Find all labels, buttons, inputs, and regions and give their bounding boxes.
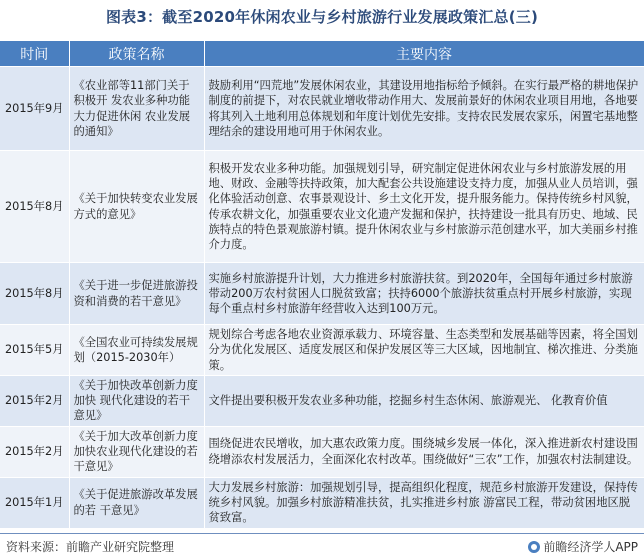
row-policy-name: 《关于加快转变农业发展方式的意见》 bbox=[69, 151, 204, 263]
table-row bbox=[0, 375, 644, 426]
table-row bbox=[0, 477, 644, 527]
row-content: 积极开发农业多种功能。加强规划引导，研究制定促进休闲农业与乡村旅游发展的用地、财政、金融等扶持政策，加大配套公共设施建设支持力度，加强从业人员培训，强化体验活动创意、农事景观设计、乡土文化开发，提升服务能力。保持传统乡村风貌，传承农耕文化，加强重要农业文化遗产发掘和保护，扶持建设一批具有历史、地域、民族特点的特色景观旅游村镇。提升休闲农业与乡村旅游示范创建水平，加大美丽乡村推介力度。 bbox=[204, 151, 644, 263]
policy-table bbox=[0, 41, 644, 528]
brand bbox=[528, 538, 638, 555]
row-date: 2015年9月 bbox=[0, 67, 69, 151]
row-policy-name: 《关于进一步促进旅游投资和消费的若干意见》 bbox=[69, 263, 204, 325]
row-content: 实施乡村旅游提升计划，大力推进乡村旅游扶贫。到2020年，全国每年通过乡村旅游带动200万农村贫困人口脱贫致富；扶持6000个旅游扶贫重点村开展乡村旅游，实现每个重点村乡村旅游年经营收入达到100万元。 bbox=[204, 263, 644, 325]
row-content: 围绕促进农民增收，加大惠农政策力度。围绕城乡发展一体化，深入推进新农村建设围绕增添农村发展活力，全面深化农村改革。围绕做好“三农”工作，加强农村法制建设。 bbox=[204, 426, 644, 477]
row-date: 2015年8月 bbox=[0, 151, 69, 263]
row-policy-name: 《全国农业可持续发展规划（2015-2030年） bbox=[69, 325, 204, 376]
source-note: 资料来源：前瞻产业研究院整理 bbox=[6, 540, 175, 554]
table-row bbox=[0, 151, 644, 263]
header-main-content: 主要内容 bbox=[204, 41, 644, 67]
row-date: 2015年1月 bbox=[0, 477, 69, 527]
row-content: 鼓励利用“四荒地”发展休闲农业，其建设用地指标给予倾斜。在实行最严格的耕地保护制度的前提下，对农民就业增收带动作用大、发展前景好的休闲农业项目用地，各地要将其列入土地利用总体规划和年度计划优先安排。支持农民发展农家乐，闲置宅基地整理结余的建设用地可用于休闲农业。 bbox=[204, 67, 644, 151]
footer bbox=[0, 533, 644, 556]
row-date: 2015年2月 bbox=[0, 426, 69, 477]
row-content: 规划综合考虑各地农业资源承载力、环境容量、生态类型和发展基础等因素，将全国划分为优化发展区、适度发展区和保护发展区等三大区域，因地制宜、梯次推进、分类施策。 bbox=[204, 325, 644, 376]
row-date: 2015年8月 bbox=[0, 263, 69, 325]
table-row bbox=[0, 426, 644, 477]
row-content: 大力发展乡村旅游：加强规划引导，提高组织化程度，规范乡村旅游开发建设，保持传统乡村风貌。加强乡村旅游精准扶贫，扎实推进乡村旅 游富民工程，带动贫困地区脱贫致富。 bbox=[204, 477, 644, 527]
row-policy-name: 《关于促进旅游改革发展的若 干意见》 bbox=[69, 477, 204, 527]
brand-logo-icon bbox=[528, 541, 540, 553]
row-date: 2015年5月 bbox=[0, 325, 69, 376]
row-date: 2015年2月 bbox=[0, 375, 69, 426]
table-row bbox=[0, 67, 644, 151]
brand-label: 前瞻经济学人APP bbox=[543, 540, 638, 554]
chart-title: 图表3：截至2020年休闲农业与乡村旅游行业发展政策汇总(三) bbox=[105, 8, 539, 26]
row-policy-name: 《关于加大改革创新力度加快农业现代化建设的若干意见》 bbox=[69, 426, 204, 477]
row-policy-name: 《农业部等11部门关于积极开 发农业多种功能大力促进休闲 农业发展的通知》 bbox=[69, 67, 204, 151]
header-policy-name: 政策名称 bbox=[69, 41, 204, 67]
table-row bbox=[0, 325, 644, 376]
table-row bbox=[0, 263, 644, 325]
header-date: 时间 bbox=[0, 41, 69, 67]
row-content: 文件提出要积极开发农业多种功能，挖掘乡村生态休闲、旅游观光、 化教育价值 bbox=[204, 375, 644, 426]
table-header-row bbox=[0, 41, 644, 67]
row-policy-name: 《关于加快改革创新力度加快 现代化建设的若干意见》 bbox=[69, 375, 204, 426]
